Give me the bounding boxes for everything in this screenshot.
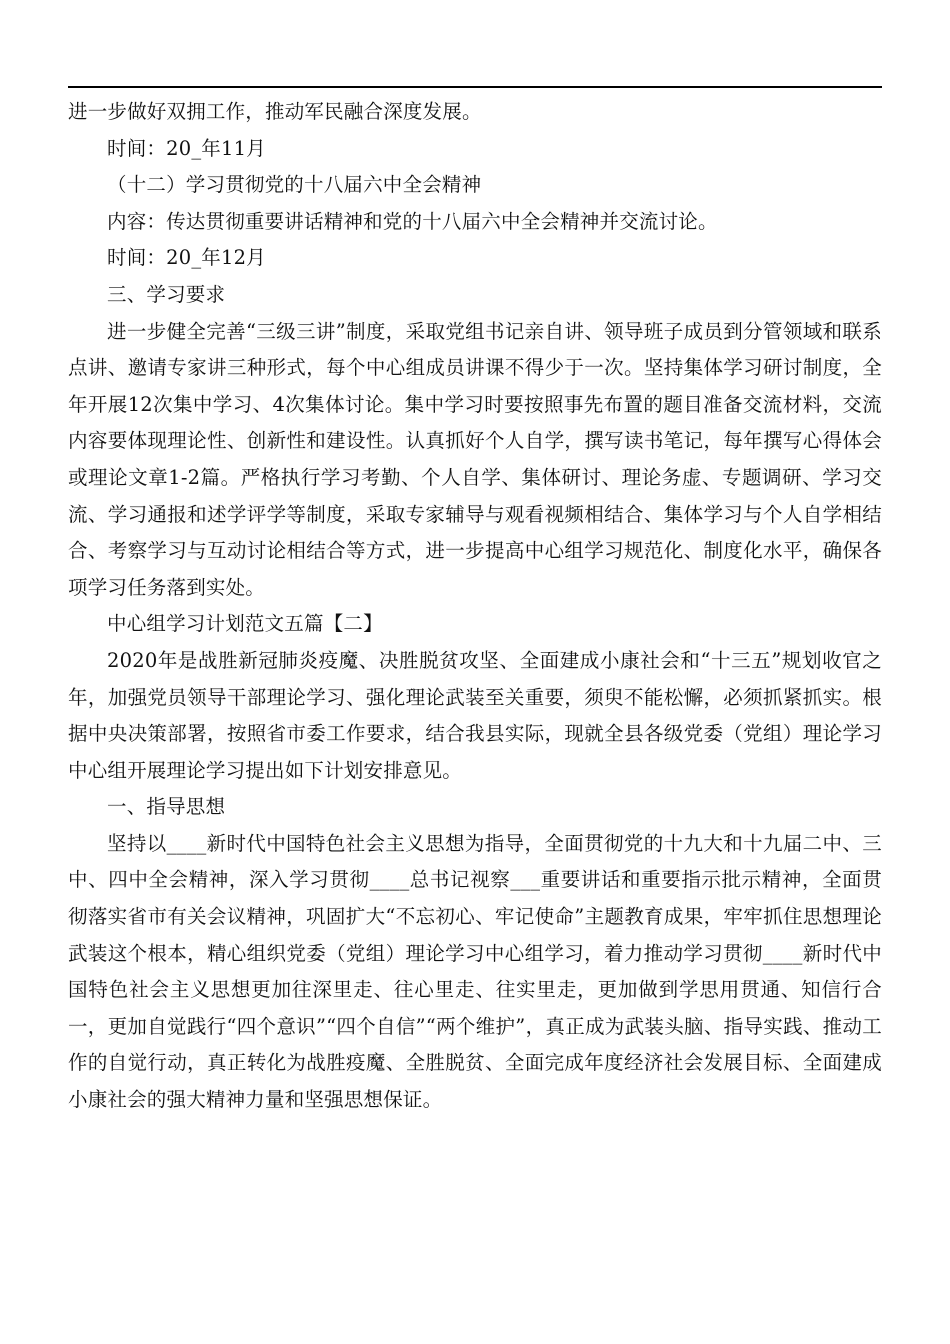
paragraph-intro-2020: 2020年是战胜新冠肺炎疫魔、决胜脱贫攻坚、全面建成小康社会和“十三五”规划收官之年，加强党员领导干部理论学习、强化理论武装至关重要，须臾不能松懈，必须抓紧抓实。根据中央决策部署，按照省市委工作要求，结合我县实际，现就全县各级党委（党组）理论学习中心组开展理论学习提出如下计划安排意见。 [68, 648, 882, 782]
paragraph-content: 内容：传达贯彻重要讲话精神和党的十八届六中全会精神并交流讨论。 [107, 209, 718, 233]
paragraph-time-dec: 时间：20_年12月 [107, 246, 266, 270]
paragraph-requirements: 进一步健全完善“三级三讲”制度，采取党组书记亲自讲、领导班子成员到分管领域和联系点讲、邀请专家讲三种形式，每个中心组成员讲课不得少于一次。坚持集体学习研讨制度，全年开展12次集中学习、4次集体讨论。集中学习时要按照事先布置的题目准备交流材料，交流内容要体现理论性、创新性和建设性。认真抓好个人自学，撰写读书笔记，每年撰写心得体会或理论文章1-2篇。严格执行学习考勤、个人自学、集体研讨、理论务虚、专题调研、学习交流、学习通报和述学评学等制度，采取专家辅导与观看视频相结合、集体学习与个人自学相结合、考察学习与互动讨论相结合等方式，进一步提高中心组学习规范化、制度化水平，确保各项学习任务落到实处。 [68, 319, 882, 599]
section-heading-12: （十二）学习贯彻党的十八届六中全会精神 [107, 173, 482, 197]
section-heading-requirements: 三、学习要求 [107, 282, 226, 306]
paragraph-time-nov: 时间：20_年11月 [107, 136, 266, 160]
section-heading-guiding-thought: 一、指导思想 [107, 795, 226, 819]
document-subtitle: 中心组学习计划范文五篇【二】 [107, 612, 383, 636]
document-body [68, 94, 882, 1119]
header-rule [68, 86, 882, 88]
document-page [68, 86, 882, 1119]
paragraph-continuation: 进一步做好双拥工作，推动军民融合深度发展。 [68, 100, 482, 123]
paragraph-guiding-thought: 坚持以____新时代中国特色社会主义思想为指导，全面贯彻党的十九大和十九届二中、三中、四中全会精神，深入学习贯彻____总书记视察___重要讲话和重要指示批示精神，全面贯彻落实省市有关会议精神，巩固扩大“不忘初心、牢记使命”主题教育成果，牢牢抓住思想理论武装这个根本，精心组织党委（党组）理论学习中心组学习，着力推动学习贯彻____新时代中国特色社会主义思想更加往深里走、往心里走、往实里走，更加做到学思用贯通、知信行合一，更加自觉践行“四个意识”“四个自信”“两个维护”，真正成为武装头脑、指导实践、推动工作的自觉行动，真正转化为战胜疫魔、全胜脱贫、全面完成年度经济社会发展目标、全面建成小康社会的强大精神力量和坚强思想保证。 [68, 831, 882, 1112]
